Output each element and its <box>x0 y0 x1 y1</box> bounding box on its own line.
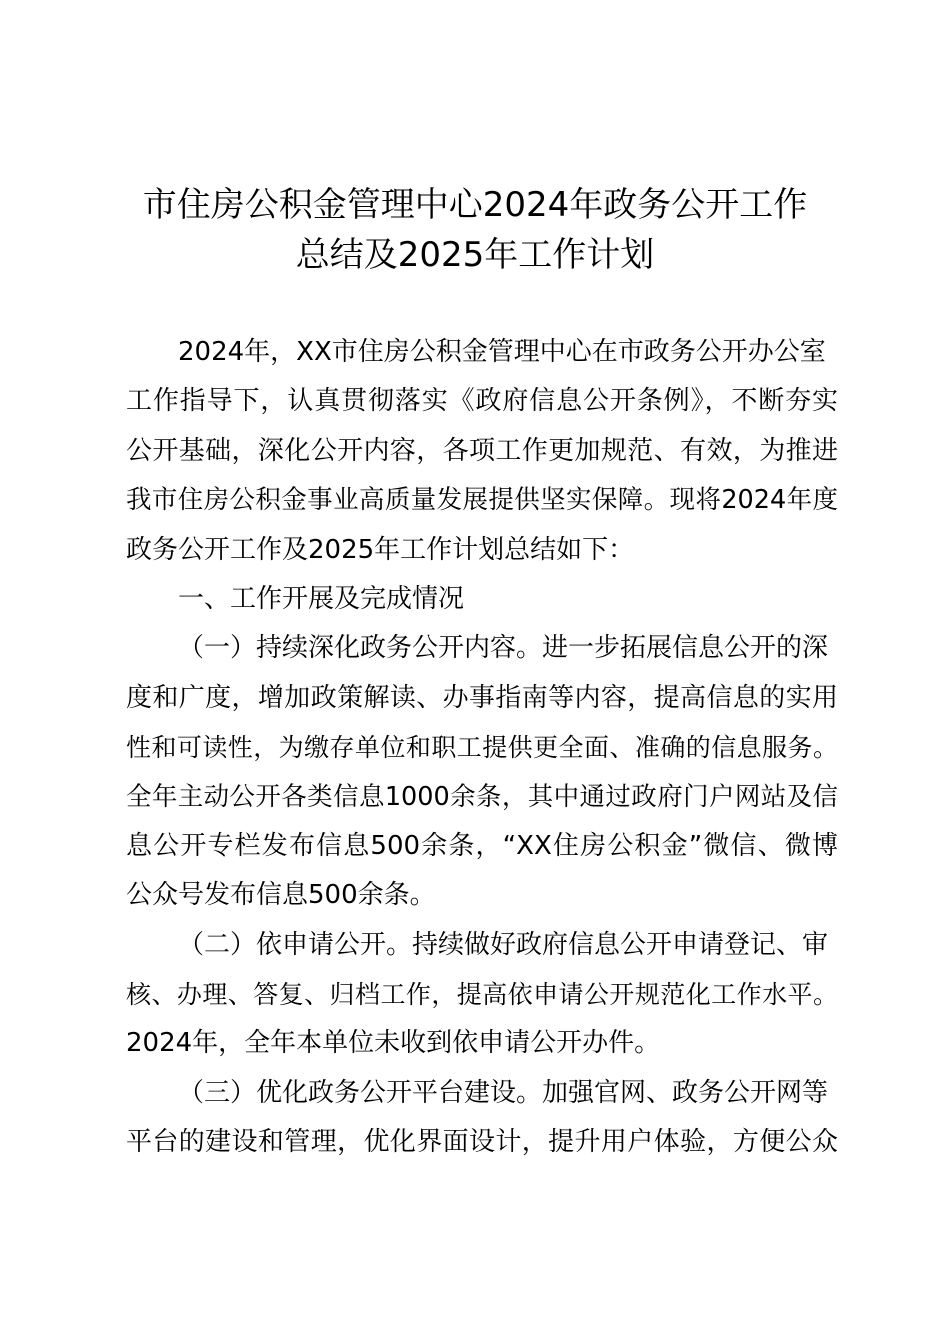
paragraph-line: 公开基础，深化公开内容，各项工作更加规范、有效，为推进 <box>126 435 838 466</box>
paragraph-line: 息公开专栏发布信息500余条，“XX住房公积金”微信、微博 <box>126 830 838 861</box>
paragraph-line: 公众号发布信息500余条。 <box>126 880 436 911</box>
paragraph-line: （一）持续深化政务公开内容。进一步拓展信息公开的深 <box>178 633 829 664</box>
paragraph-line: （三）优化政务公开平台建设。加强官网、政务公开网等 <box>178 1077 829 1108</box>
paragraph-line: 我市住房公积金事业高质量发展提供坚实保障。现将2024年度 <box>126 485 838 516</box>
document-body <box>126 328 838 1168</box>
paragraph-line: 全年主动公开各类信息1000余条，其中通过政府门户网站及信 <box>126 781 838 812</box>
document-title-line-1: 市住房公积金管理中心2024年政务公开工作 <box>142 185 808 225</box>
paragraph-line: 2024年，XX市住房公积金管理中心在市政务公开办公室 <box>178 337 826 367</box>
paragraph-line: 性和可读性，为缴存单位和职工提供更全面、准确的信息服务。 <box>126 733 838 763</box>
paragraph-line: 核、办理、答复、归档工作，提高依申请公开规范化工作水平。 <box>126 980 838 1010</box>
paragraph-line: 政务公开工作及2025年工作计划总结如下： <box>126 534 635 565</box>
section-heading: 一、工作开展及完成情况 <box>178 583 465 614</box>
paragraph-line: 2024年，全年本单位未收到依申请公开办件。 <box>126 1028 661 1059</box>
paragraph-line: 度和广度，增加政策解读、办事指南等内容，提高信息的实用 <box>126 682 838 713</box>
paragraph-line: 平台的建设和管理，优化界面设计，提升用户体验，方便公众 <box>126 1127 838 1158</box>
paragraph-line: （二）依申请公开。持续做好政府信息公开申请登记、审 <box>178 929 829 960</box>
document-title-line-2: 总结及2025年工作计划 <box>295 235 655 275</box>
paragraph-line: 工作指导下，认真贯彻落实《政府信息公开条例》，不断夯实 <box>126 386 838 417</box>
